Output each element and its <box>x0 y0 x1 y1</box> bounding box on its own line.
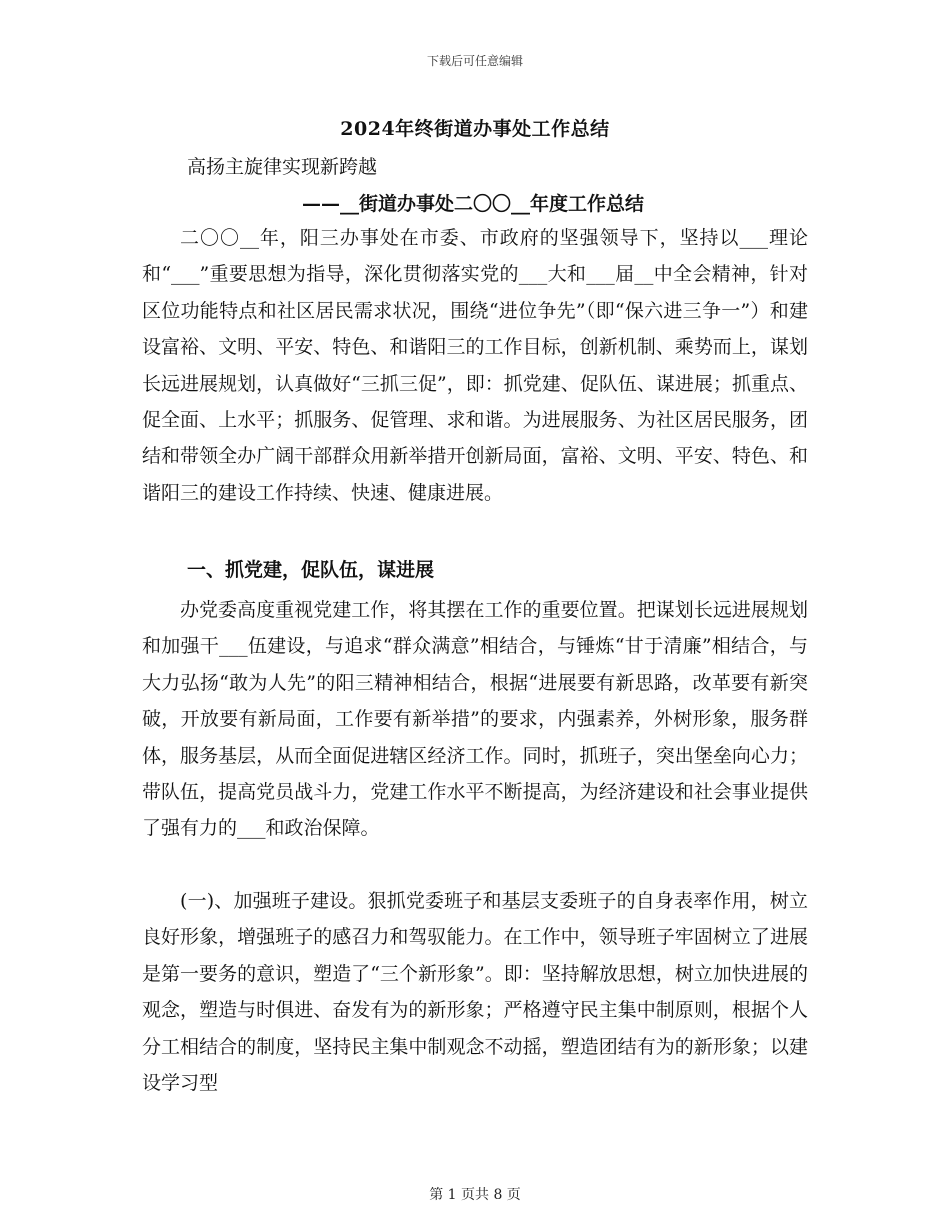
document-subtitle: 高扬主旋律实现新跨越 <box>187 156 378 178</box>
body-paragraph-leadership: (一)、加强班子建设。狠抓党委班子和基层支委班子的自身表率作用，树立良好形象，增强班子的感召力和驾驭能力。在工作中，领导班子牢固树立了进展是第一要务的意识，塑造了“三个新形象”。即：坚持解放思想，树立加快进展的观念，塑造与时俱进、奋发有为的新形象；严格遵守民主集中制原则，根据个人分工相结合的制度，坚持民主集中制观念不动摇，塑造团结有为的新形象；以建设学习型 <box>142 890 808 1095</box>
page-header-note: 下载后可任意编辑 <box>426 54 523 68</box>
body-paragraph-party-building: 办党委高度重视党建工作，将其摆在工作的重要位置。把谋划长远进展规划和加强干___伍建设，与追求“群众满意”相结合，与锤炼“甘于清廉”相结合，与大力弘扬“敢为人先”的阳三精神相结合，根据“进展要有新思路，改革要有新突破，开放要有新局面，工作要有新举措”的要求，内强素养，外树形象，服务群体，服务基层，从而全面促进辖区经济工作。同时，抓班子，突出堡垒向心力；带队伍，提高党员战斗力，党建工作水平不断提高，为经济建设和社会事业提供了强有力的___和政治保障。 <box>142 599 808 840</box>
page-footer-pagination: 第 1 页共 8 页 <box>429 1187 521 1203</box>
section-heading: 一、抓党建，促队伍，谋进展 <box>187 559 435 581</box>
document-title: 2024年终街道办事处工作总结 <box>340 118 610 140</box>
document-subtitle-secondary: ——__街道办事处二〇〇__年度工作总结 <box>302 193 645 215</box>
body-paragraph-intro: 二〇〇__年，阳三办事处在市委、市政府的坚强领导下，坚持以___理论和“___”重要思想为指导，深化贯彻落实党的___大和___届__中全会精神，针对区位功能特点和社区居民需求状况，围绕“进位争先”（即“保六进三争一”）和建设富裕、文明、平安、特色、和谐阳三的工作目标，创新机制、乘势而上，谋划长远进展规划，认真做好“三抓三促”，即：抓党建、促队伍、谋进展；抓重点、促全面、上水平；抓服务、促管理、求和谐。为进展服务、为社区居民服务，团结和带领全办广阔干部群众用新举措开创新局面，富裕、文明、平安、特色、和谐阳三的建设工作持续、快速、健康进展。 <box>142 227 808 504</box>
